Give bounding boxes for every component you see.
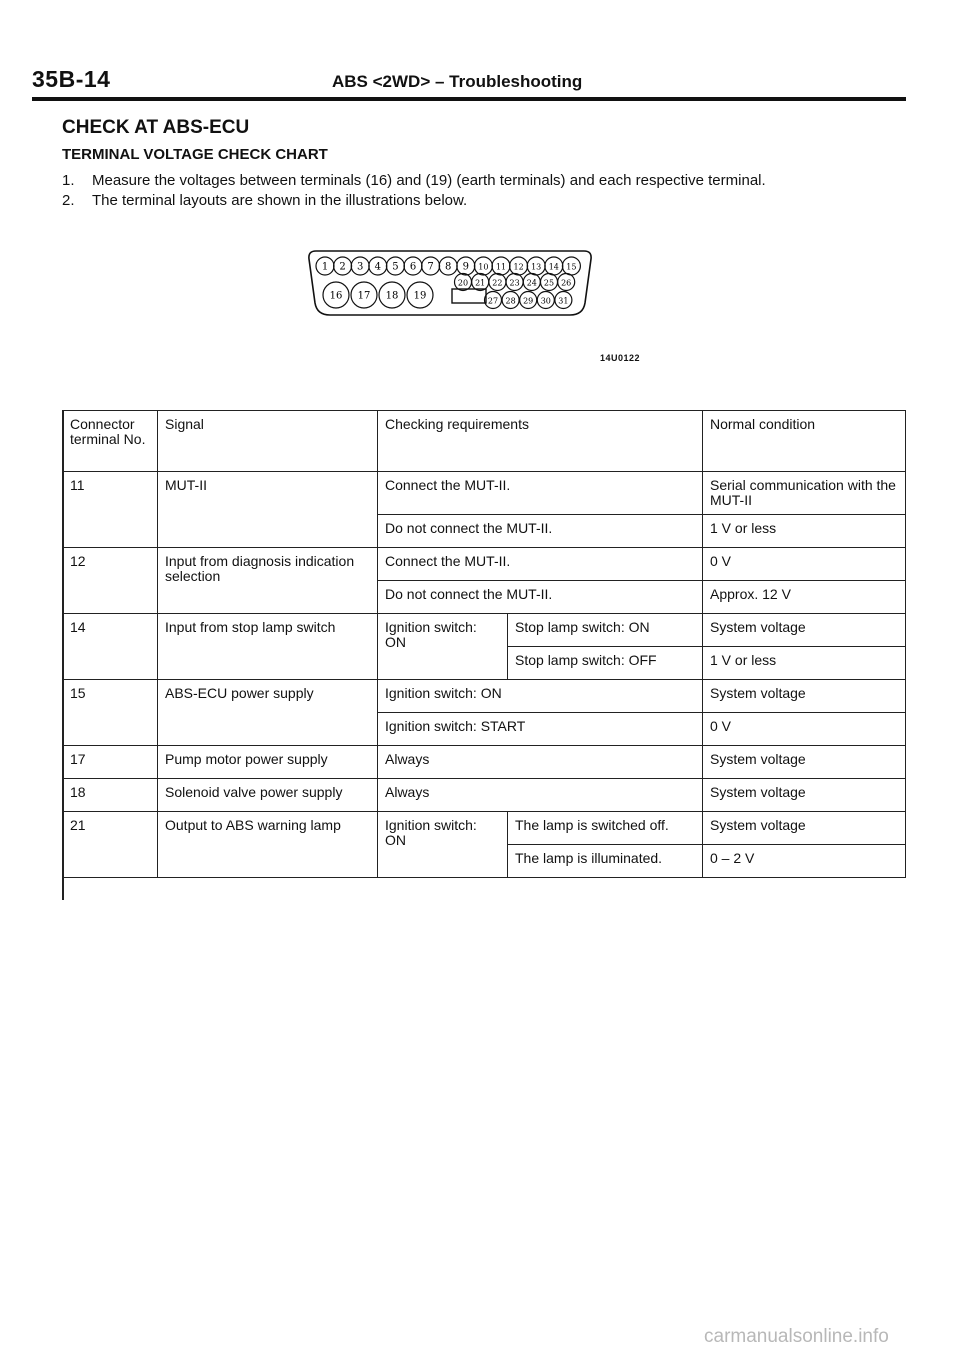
cell-signal: ABS-ECU power supply [158,680,378,746]
cell-checking: Connect the MUT-II. [378,548,703,581]
cell-normal: 1 V or less [703,647,906,680]
cell-normal: System voltage [703,812,906,845]
cell-normal: System voltage [703,680,906,713]
header-checking: Checking requirements [378,411,703,472]
connector-pin-label: 3 [357,261,364,273]
cell-normal: Approx. 12 V [703,581,906,614]
connector-pin-label: 2 [339,261,346,273]
table-header-row [63,411,906,472]
connector-pin-label: 19 [413,290,427,302]
header-normal: Normal condition [703,411,906,472]
cell-checking: The lamp is illuminated. [508,845,703,878]
table-row [63,548,906,581]
connector-pin-label: 7 [427,261,434,273]
cell-checking: Do not connect the MUT-II. [378,515,703,548]
cell-terminal: 15 [63,680,158,746]
cell-normal: 1 V or less [703,515,906,548]
connector-pin-label: 26 [561,278,572,288]
cell-signal: Solenoid valve power supply [158,779,378,812]
header-terminal: Connector terminal No. [63,411,158,472]
connector-pin-label: 15 [566,262,577,272]
instruction-step [62,192,467,209]
figure-code: 14U0122 [600,353,641,363]
connector-pin-label: 14 [548,262,559,272]
connector-pin-label: 9 [462,261,469,273]
table-row [63,812,906,845]
cell-normal: System voltage [703,746,906,779]
connector-pin-label: 12 [513,262,524,272]
connector-pin-label: 6 [409,261,417,273]
cell-terminal: 12 [63,548,158,614]
table-row [63,746,906,779]
watermark: carmanualsonline.info [704,1326,889,1347]
table-row [63,680,906,713]
connector-pin-label: 20 [457,278,469,288]
step-text: Measure the voltages between terminals (16) and (19) (earth terminals) and each respective terminal. [92,172,766,189]
cell-checking: Ignition switch: ON [378,680,703,713]
cell-signal: Pump motor power supply [158,746,378,779]
connector-pin-label: 31 [558,296,569,306]
step-number: 1. [62,172,75,189]
connector-pin-label: 18 [385,290,399,302]
step-text: The terminal layouts are shown in the illustrations below. [92,192,468,209]
connector-pin-label: 1 [321,261,329,273]
connector-pin-label: 29 [523,296,534,306]
connector-pin-label: 4 [374,261,381,273]
cell-signal: MUT-II [158,472,378,548]
connector-pin-label: 23 [509,278,520,288]
connector-pin-label: 17 [357,290,371,302]
cell-checking: Stop lamp switch: ON [508,614,703,647]
cell-normal: 0 – 2 V [703,845,906,878]
cell-checking: Stop lamp switch: OFF [508,647,703,680]
connector-pin-label: 22 [492,278,503,288]
connector-pin-label: 8 [445,261,452,273]
page-number: 35B-14 [32,66,111,92]
chart-title: TERMINAL VOLTAGE CHECK CHART [62,146,328,163]
cell-terminal: 18 [63,779,158,812]
cell-normal: System voltage [703,779,906,812]
connector-blank-cavity [452,289,486,303]
connector-pin-label: 5 [392,261,399,273]
connector-pin-label: 27 [487,296,499,306]
connector-pin-label: 24 [526,278,537,288]
cell-normal: 0 V [703,713,906,746]
cell-signal: Input from diagnosis indication selection [158,548,378,614]
cell-signal: Input from stop lamp switch [158,614,378,680]
header-rule [32,97,906,101]
step-number: 2. [62,192,75,209]
cell-checking: Ignition switch: START [378,713,703,746]
cell-terminal: 21 [63,812,158,878]
connector-pin-label: 13 [531,262,542,272]
header-signal: Signal [158,411,378,472]
cell-terminal: 11 [63,472,158,548]
cell-condition: Ignition switch: ON [378,614,508,680]
cell-normal: System voltage [703,614,906,647]
cell-normal: 0 V [703,548,906,581]
connector-pin-label: 21 [475,278,486,288]
cell-checking: Connect the MUT-II. [378,472,703,515]
terminal-voltage-table [62,410,906,878]
table-row [63,614,906,647]
cell-signal: Output to ABS warning lamp [158,812,378,878]
connector-pin-label: 16 [329,290,343,302]
section-title: CHECK AT ABS-ECU [62,117,250,138]
cell-normal: Serial communication with the MUT-II [703,472,906,515]
cell-terminal: 17 [63,746,158,779]
connector-pin-label: 25 [543,278,555,288]
connector-pin-label: 11 [495,262,507,272]
instruction-step [62,172,766,189]
cell-terminal: 14 [63,614,158,680]
table-row [63,472,906,515]
cell-checking: Do not connect the MUT-II. [378,581,703,614]
cell-checking: The lamp is switched off. [508,812,703,845]
connector-pin-label: 10 [478,262,489,272]
cell-condition: Ignition switch: ON [378,812,508,878]
connector-pin-label: 30 [540,296,551,306]
connector-terminal-diagram [300,245,600,323]
cell-checking: Always [378,746,703,779]
page-header-title: ABS <2WD> – Troubleshooting [332,72,583,91]
table-row [63,779,906,812]
cell-checking: Always [378,779,703,812]
connector-pin-label: 28 [505,296,516,306]
